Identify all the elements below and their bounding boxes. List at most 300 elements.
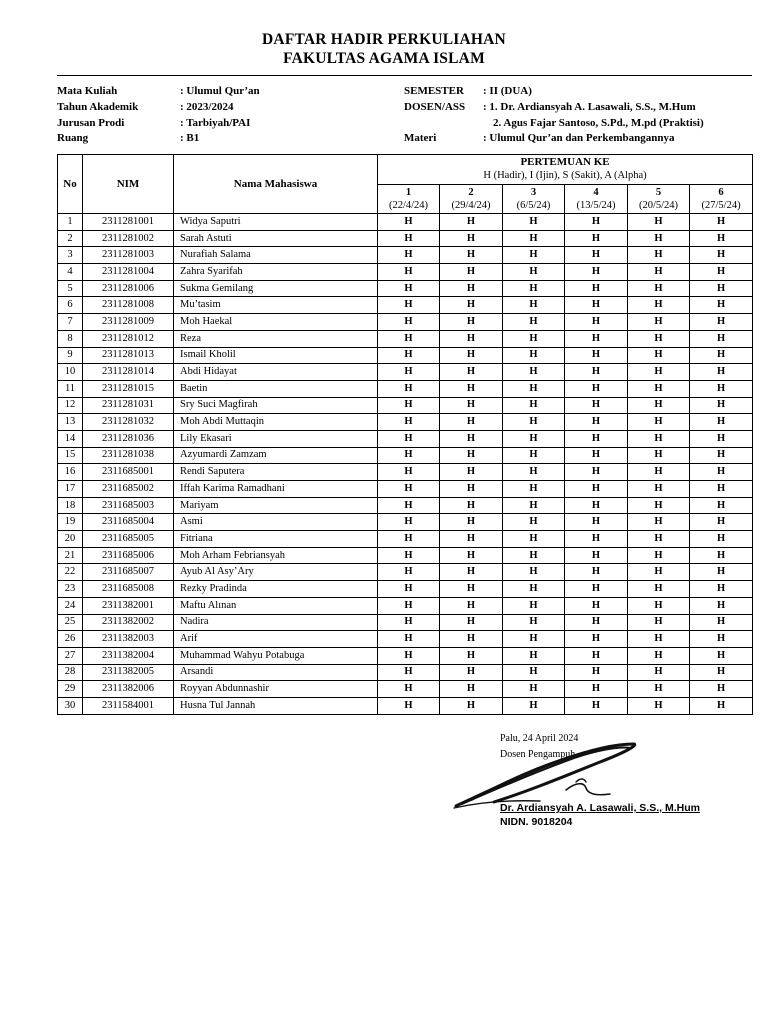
student-name: Ayub Al Asy’Ary: [174, 564, 378, 581]
attendance-mark: H: [440, 681, 503, 698]
attendance-mark: H: [440, 581, 503, 598]
attendance-mark: H: [503, 664, 565, 681]
attendance-mark: H: [503, 414, 565, 431]
attendance-mark: H: [440, 647, 503, 664]
student-nim: 2311685001: [83, 464, 174, 481]
attendance-table: [57, 154, 753, 715]
attendance-mark: H: [565, 297, 628, 314]
table-row: [58, 330, 753, 347]
student-nim: 2311281036: [83, 430, 174, 447]
attendance-mark: H: [565, 664, 628, 681]
attendance-mark: H: [378, 564, 440, 581]
row-number: 23: [58, 581, 83, 598]
table-row: [58, 214, 753, 231]
table-row: [58, 681, 753, 698]
attendance-mark: H: [440, 547, 503, 564]
attendance-mark: H: [628, 297, 690, 314]
ruang-label: Ruang: [57, 132, 89, 144]
attendance-mark: H: [378, 380, 440, 397]
student-name: Iffah Karima Ramadhani: [174, 481, 378, 498]
meeting-header-4: [565, 184, 628, 214]
attendance-mark: H: [628, 447, 690, 464]
attendance-mark: H: [440, 697, 503, 714]
student-nim: 2311281013: [83, 347, 174, 364]
row-number: 11: [58, 380, 83, 397]
handwritten-signature-image: [450, 738, 650, 812]
signature-nidn: NIDN. 9018204: [500, 816, 573, 828]
attendance-mark: H: [565, 614, 628, 631]
attendance-mark: H: [690, 347, 753, 364]
attendance-mark: H: [565, 697, 628, 714]
attendance-mark: H: [690, 464, 753, 481]
student-nim: 2311382006: [83, 681, 174, 698]
attendance-mark: H: [565, 414, 628, 431]
attendance-mark: H: [440, 481, 503, 498]
attendance-mark: H: [378, 681, 440, 698]
meeting-header-5: [628, 184, 690, 214]
attendance-mark: H: [690, 614, 753, 631]
student-nim: 2311382005: [83, 664, 174, 681]
row-number: 29: [58, 681, 83, 698]
attendance-mark: H: [628, 430, 690, 447]
attendance-mark: H: [440, 614, 503, 631]
attendance-mark: H: [378, 397, 440, 414]
attendance-mark: H: [565, 430, 628, 447]
row-number: 10: [58, 364, 83, 381]
attendance-mark: H: [378, 647, 440, 664]
attendance-mark: H: [628, 330, 690, 347]
table-row: [58, 314, 753, 331]
attendance-mark: H: [565, 280, 628, 297]
attendance-mark: H: [628, 631, 690, 648]
attendance-mark: H: [628, 264, 690, 281]
attendance-mark: H: [378, 430, 440, 447]
attendance-mark: H: [628, 581, 690, 598]
student-name: Sarah Astuti: [174, 230, 378, 247]
attendance-mark: H: [503, 597, 565, 614]
table-row: [58, 597, 753, 614]
attendance-mark: H: [690, 531, 753, 548]
table-row: [58, 464, 753, 481]
table-row: [58, 230, 753, 247]
attendance-mark: H: [378, 581, 440, 598]
attendance-mark: H: [565, 330, 628, 347]
attendance-mark: H: [628, 230, 690, 247]
attendance-mark: H: [565, 481, 628, 498]
attendance-mark: H: [378, 330, 440, 347]
attendance-mark: H: [565, 264, 628, 281]
row-number: 25: [58, 614, 83, 631]
attendance-mark: H: [628, 564, 690, 581]
row-number: 16: [58, 464, 83, 481]
student-name: Mu’tasim: [174, 297, 378, 314]
table-row: [58, 414, 753, 431]
student-nim: 2311685008: [83, 581, 174, 598]
attendance-mark: H: [440, 297, 503, 314]
semester-label: SEMESTER: [404, 85, 464, 97]
attendance-mark: H: [628, 514, 690, 531]
student-nim: 2311382004: [83, 647, 174, 664]
row-number: 20: [58, 531, 83, 548]
student-nim: 2311281031: [83, 397, 174, 414]
attendance-mark: H: [628, 481, 690, 498]
meeting-header-3: [503, 184, 565, 214]
attendance-mark: H: [503, 397, 565, 414]
meeting-date: (20/5/24): [638, 199, 679, 211]
student-name: Moh Arham Febriansyah: [174, 547, 378, 564]
student-nim: 2311281014: [83, 364, 174, 381]
column-header-nim: NIM: [83, 155, 174, 214]
table-row: [58, 514, 753, 531]
attendance-mark: H: [440, 397, 503, 414]
attendance-mark: H: [378, 364, 440, 381]
attendance-mark: H: [690, 697, 753, 714]
attendance-mark: H: [690, 247, 753, 264]
attendance-mark: H: [440, 347, 503, 364]
attendance-mark: H: [440, 247, 503, 264]
table-row: [58, 430, 753, 447]
student-name: Reza: [174, 330, 378, 347]
table-row: [58, 447, 753, 464]
table-row: [58, 264, 753, 281]
attendance-mark: H: [378, 447, 440, 464]
dosen-value-2: 2. Agus Fajar Santoso, S.Pd., M.pd (Praktisi): [493, 117, 704, 129]
attendance-mark: H: [690, 430, 753, 447]
attendance-mark: H: [628, 464, 690, 481]
row-number: 8: [58, 330, 83, 347]
attendance-mark: H: [628, 497, 690, 514]
semester-value: : II (DUA): [483, 85, 532, 97]
attendance-mark: H: [440, 597, 503, 614]
row-number: 30: [58, 697, 83, 714]
row-number: 24: [58, 597, 83, 614]
attendance-mark: H: [690, 397, 753, 414]
row-number: 27: [58, 647, 83, 664]
attendance-mark: H: [378, 481, 440, 498]
dosen-label: DOSEN/ASS: [404, 101, 466, 113]
student-name: Nadira: [174, 614, 378, 631]
student-name: Maftu Alınan: [174, 597, 378, 614]
table-row: [58, 497, 753, 514]
meeting-date: (6/5/24): [516, 199, 551, 211]
attendance-mark: H: [503, 380, 565, 397]
attendance-mark: H: [503, 681, 565, 698]
student-nim: 2311281003: [83, 247, 174, 264]
attendance-mark: H: [440, 364, 503, 381]
student-name: Abdi Hidayat: [174, 364, 378, 381]
table-row: [58, 647, 753, 664]
row-number: 28: [58, 664, 83, 681]
attendance-mark: H: [440, 664, 503, 681]
attendance-mark: H: [628, 647, 690, 664]
attendance-mark: H: [503, 364, 565, 381]
attendance-mark: H: [690, 280, 753, 297]
attendance-mark: H: [378, 347, 440, 364]
attendance-mark: H: [378, 497, 440, 514]
attendance-mark: H: [565, 447, 628, 464]
attendance-mark: H: [440, 497, 503, 514]
table-row: [58, 547, 753, 564]
student-name: Asmi: [174, 514, 378, 531]
attendance-mark: H: [440, 514, 503, 531]
attendance-mark: H: [690, 214, 753, 231]
student-name: Muhammad Wahyu Potabuga: [174, 647, 378, 664]
student-name: Mariyam: [174, 497, 378, 514]
attendance-mark: H: [690, 581, 753, 598]
meeting-header-1: [378, 184, 440, 214]
attendance-mark: H: [440, 564, 503, 581]
meeting-date: (22/4/24): [388, 199, 429, 211]
attendance-mark: H: [690, 230, 753, 247]
student-name: Rezky Pradinda: [174, 581, 378, 598]
attendance-mark: H: [565, 347, 628, 364]
student-name: Arif: [174, 631, 378, 648]
student-name: Azyumardi Zamzam: [174, 447, 378, 464]
attendance-mark: H: [503, 314, 565, 331]
mata-kuliah-label: Mata Kuliah: [57, 85, 118, 97]
attendance-mark: H: [690, 647, 753, 664]
signature-name: Dr. Ardiansyah A. Lasawali, S.S., M.Hum: [500, 802, 700, 814]
student-nim: 2311382003: [83, 631, 174, 648]
student-name: Moh Abdi Muttaqin: [174, 414, 378, 431]
attendance-mark: H: [628, 597, 690, 614]
attendance-mark: H: [378, 264, 440, 281]
document-title-line2: FAKULTAS AGAMA ISLAM: [283, 50, 485, 67]
student-name: Lily Ekasari: [174, 430, 378, 447]
row-number: 19: [58, 514, 83, 531]
student-name: Husna Tul Jannah: [174, 697, 378, 714]
attendance-mark: H: [628, 364, 690, 381]
meeting-number: 5: [655, 186, 662, 198]
attendance-mark: H: [503, 247, 565, 264]
attendance-mark: H: [378, 631, 440, 648]
attendance-mark: H: [378, 230, 440, 247]
attendance-mark: H: [628, 380, 690, 397]
attendance-mark: H: [690, 514, 753, 531]
attendance-mark: H: [503, 230, 565, 247]
student-name: Nurafiah Salama: [174, 247, 378, 264]
attendance-mark: H: [503, 481, 565, 498]
attendance-mark: H: [565, 564, 628, 581]
signature-role: Dosen Pengampuh: [500, 749, 576, 760]
attendance-mark: H: [690, 481, 753, 498]
attendance-mark: H: [565, 397, 628, 414]
table-row: [58, 364, 753, 381]
student-nim: 2311281009: [83, 314, 174, 331]
attendance-mark: H: [378, 214, 440, 231]
attendance-mark: H: [503, 330, 565, 347]
attendance-mark: H: [628, 414, 690, 431]
meeting-date: (29/4/24): [451, 199, 491, 211]
attendance-mark: H: [503, 614, 565, 631]
student-nim: 2311281004: [83, 264, 174, 281]
student-nim: 2311685002: [83, 481, 174, 498]
student-name: Rendi Saputera: [174, 464, 378, 481]
meeting-number: 2: [468, 186, 474, 198]
table-row: [58, 581, 753, 598]
student-nim: 2311382001: [83, 597, 174, 614]
attendance-mark: H: [628, 547, 690, 564]
attendance-mark: H: [690, 380, 753, 397]
attendance-mark: H: [628, 314, 690, 331]
attendance-mark: H: [503, 697, 565, 714]
row-number: 2: [58, 230, 83, 247]
attendance-mark: H: [565, 497, 628, 514]
row-number: 3: [58, 247, 83, 264]
row-number: 22: [58, 564, 83, 581]
attendance-mark: H: [690, 497, 753, 514]
attendance-mark: H: [378, 297, 440, 314]
ruang-value: : B1: [180, 132, 200, 144]
student-nim: 2311281001: [83, 214, 174, 231]
table-row: [58, 564, 753, 581]
meeting-header-6: [690, 184, 753, 214]
attendance-mark: H: [503, 297, 565, 314]
attendance-mark: H: [440, 414, 503, 431]
attendance-mark: H: [378, 414, 440, 431]
attendance-mark: H: [440, 380, 503, 397]
attendance-mark: H: [565, 214, 628, 231]
column-header-no: No: [58, 155, 83, 214]
table-row: [58, 380, 753, 397]
attendance-mark: H: [628, 397, 690, 414]
attendance-mark: H: [503, 430, 565, 447]
row-number: 15: [58, 447, 83, 464]
student-nim: 2311281002: [83, 230, 174, 247]
attendance-mark: H: [440, 214, 503, 231]
attendance-mark: H: [628, 664, 690, 681]
attendance-mark: H: [690, 681, 753, 698]
table-row: [58, 280, 753, 297]
attendance-mark: H: [503, 564, 565, 581]
attendance-mark: H: [440, 330, 503, 347]
student-nim: 2311685004: [83, 514, 174, 531]
attendance-mark: H: [628, 697, 690, 714]
table-row: [58, 397, 753, 414]
attendance-mark: H: [565, 364, 628, 381]
attendance-mark: H: [690, 297, 753, 314]
attendance-mark: H: [503, 447, 565, 464]
dosen-value-1: : 1. Dr. Ardiansyah A. Lasawali, S.S., M.Hum: [483, 101, 696, 113]
meeting-header-2: [440, 184, 503, 214]
student-nim: 2311281038: [83, 447, 174, 464]
attendance-mark: H: [378, 280, 440, 297]
student-nim: 2311382002: [83, 614, 174, 631]
title-divider: [57, 75, 752, 76]
attendance-mark: H: [565, 531, 628, 548]
table-row: [58, 614, 753, 631]
attendance-mark: H: [378, 531, 440, 548]
table-row: [58, 247, 753, 264]
attendance-mark: H: [378, 247, 440, 264]
student-nim: 2311281032: [83, 414, 174, 431]
student-name: Fitriana: [174, 531, 378, 548]
attendance-mark: H: [690, 547, 753, 564]
attendance-mark: H: [690, 597, 753, 614]
attendance-mark: H: [565, 547, 628, 564]
attendance-mark: H: [503, 214, 565, 231]
attendance-mark: H: [690, 564, 753, 581]
tahun-akademik-value: : 2023/2024: [180, 101, 234, 113]
row-number: 21: [58, 547, 83, 564]
attendance-mark: H: [503, 631, 565, 648]
attendance-mark: H: [440, 230, 503, 247]
attendance-mark: H: [440, 314, 503, 331]
row-number: 5: [58, 280, 83, 297]
row-number: 26: [58, 631, 83, 648]
attendance-mark: H: [565, 681, 628, 698]
attendance-mark: H: [628, 214, 690, 231]
row-number: 7: [58, 314, 83, 331]
attendance-mark: H: [378, 464, 440, 481]
attendance-mark: H: [690, 264, 753, 281]
table-row: [58, 697, 753, 714]
attendance-mark: H: [503, 581, 565, 598]
table-row: [58, 531, 753, 548]
attendance-mark: H: [628, 247, 690, 264]
attendance-mark: H: [565, 464, 628, 481]
attendance-mark: H: [503, 531, 565, 548]
materi-label: Materi: [404, 132, 437, 144]
tahun-akademik-label: Tahun Akademik: [57, 101, 139, 113]
attendance-mark: H: [690, 330, 753, 347]
document-title-line1: DAFTAR HADIR PERKULIAHAN: [262, 31, 506, 48]
row-number: 17: [58, 481, 83, 498]
attendance-mark: H: [378, 547, 440, 564]
attendance-mark: H: [690, 414, 753, 431]
attendance-mark: H: [690, 447, 753, 464]
row-number: 13: [58, 414, 83, 431]
attendance-mark: H: [503, 347, 565, 364]
table-row: [58, 481, 753, 498]
mata-kuliah-value: : Ulumul Qur’an: [180, 85, 260, 97]
attendance-mark: H: [628, 614, 690, 631]
attendance-mark: H: [440, 464, 503, 481]
attendance-mark: H: [503, 647, 565, 664]
student-nim: 2311584001: [83, 697, 174, 714]
attendance-mark: H: [378, 514, 440, 531]
table-row: [58, 631, 753, 648]
attendance-mark: H: [565, 380, 628, 397]
attendance-mark: H: [440, 430, 503, 447]
attendance-mark: H: [440, 447, 503, 464]
attendance-mark: H: [378, 614, 440, 631]
student-name: Royyan Abdunnashir: [174, 681, 378, 698]
student-nim: 2311281008: [83, 297, 174, 314]
attendance-mark: H: [690, 314, 753, 331]
attendance-mark: H: [690, 364, 753, 381]
attendance-mark: H: [503, 464, 565, 481]
row-number: 18: [58, 497, 83, 514]
attendance-mark: H: [565, 631, 628, 648]
attendance-mark: H: [440, 531, 503, 548]
attendance-mark: H: [565, 314, 628, 331]
attendance-mark: H: [503, 514, 565, 531]
attendance-mark: H: [565, 230, 628, 247]
meeting-date: (13/5/24): [576, 199, 616, 211]
student-nim: 2311685006: [83, 547, 174, 564]
attendance-mark: H: [378, 697, 440, 714]
meeting-number: 3: [530, 186, 537, 198]
attendance-mark: H: [628, 280, 690, 297]
attendance-mark: H: [628, 531, 690, 548]
table-row: [58, 664, 753, 681]
student-name: Baetin: [174, 380, 378, 397]
attendance-mark: H: [378, 664, 440, 681]
signature-place-date: Palu, 24 April 2024: [500, 733, 579, 744]
attendance-mark: H: [690, 631, 753, 648]
attendance-mark: H: [378, 314, 440, 331]
